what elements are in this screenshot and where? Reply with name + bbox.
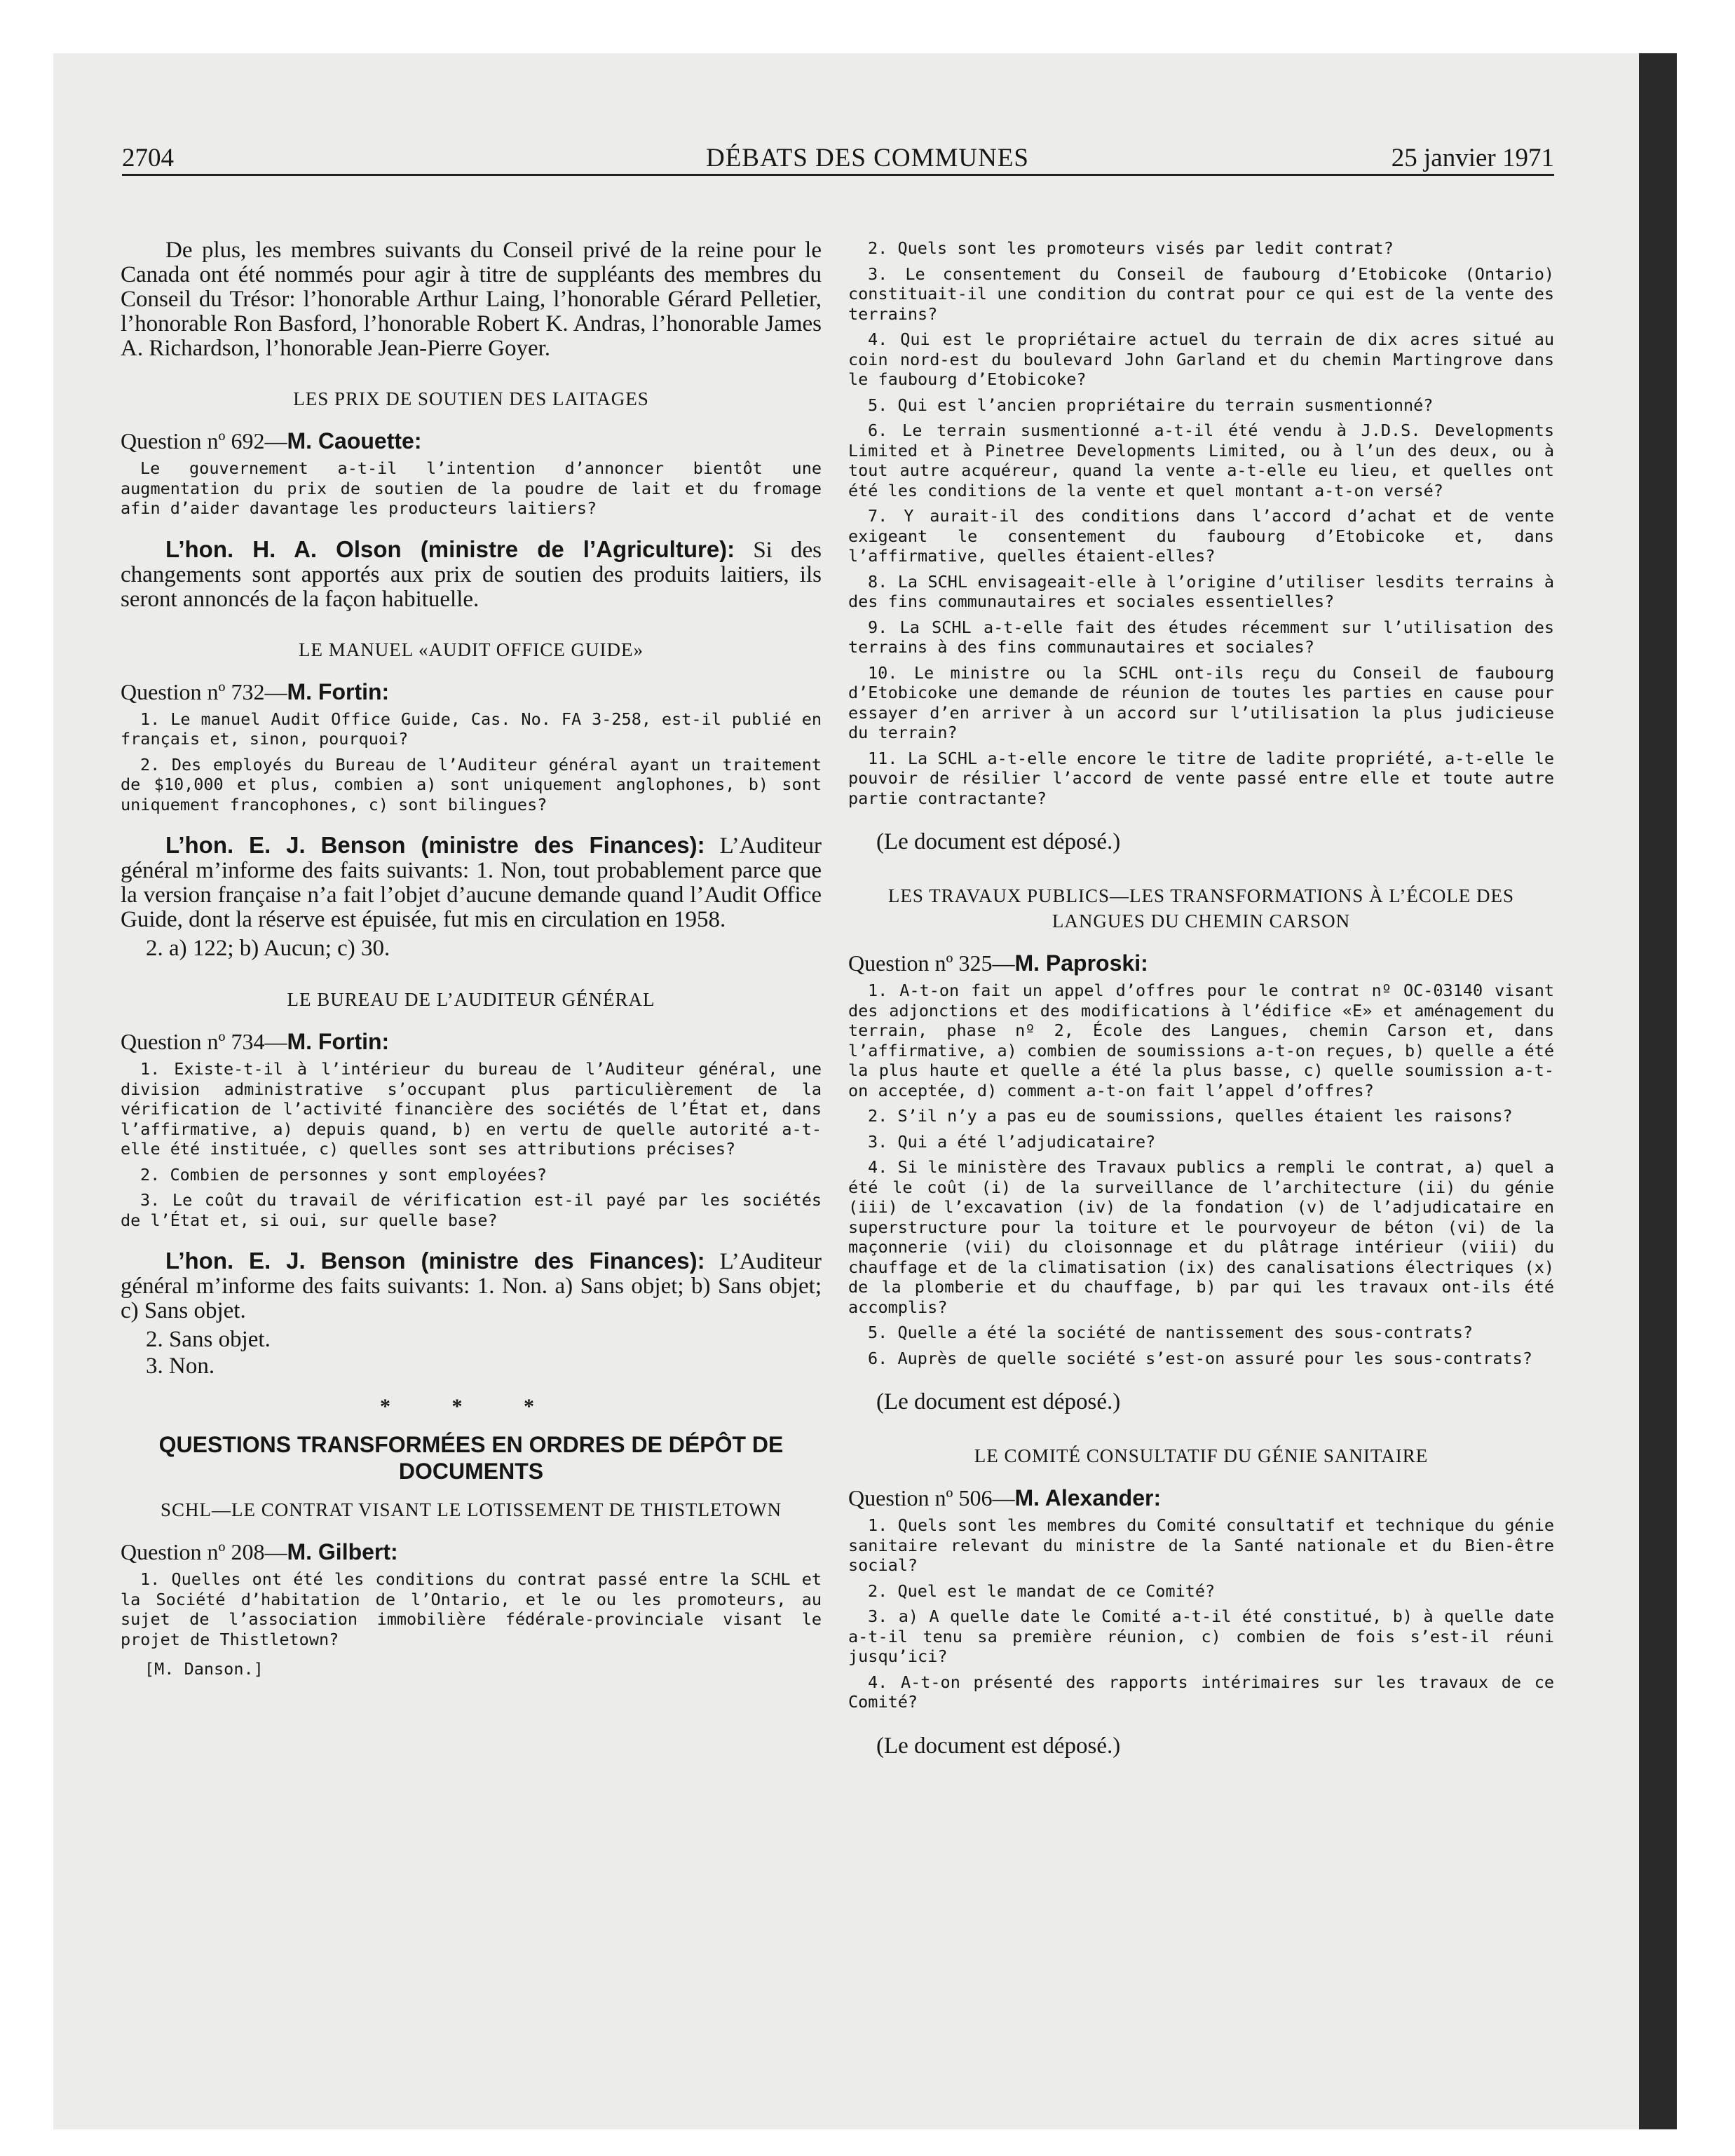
answer-line: 3. Non.: [146, 1353, 215, 1379]
question-member: M. Fortin:: [287, 678, 390, 704]
question-item: 3. Le coût du travail de vérification est-il payé par les sociétés de l’État et, si oui, sur quelle base?: [121, 1190, 822, 1230]
question-label: Question nº 734—: [121, 1029, 287, 1054]
question-item: 6. Auprès de quelle société s’est-on assuré pour les sous-contrats?: [868, 1348, 1532, 1368]
answer-text: Si des changements sont apportés aux prix de soutien des produits laitiers, ils seront annoncés de la façon habituelle.: [121, 537, 822, 612]
question-item: 2. S’il n’y a pas eu de soumissions, quelles étaient les raisons?: [868, 1106, 1513, 1126]
question-item: 8. La SCHL envisageait-elle à l’origine d’utiliser lesdits terrains à des fins communautaires et sociales essentielles?: [848, 571, 1554, 611]
answer-paragraph: [121, 833, 822, 932]
question-item: 6. Le terrain susmentionné a-t-il été vendu à J.D.S. Developments Limited et à Pinetree Developments Limited, ou à l’un des deux, ou à tout autre acquéreur, quand la vente a-t-elle eu lieu, et quelles ont été les conditions de la vente et quel montant a-t-on versé?: [848, 421, 1554, 500]
question-label: Question nº 732—: [121, 678, 287, 704]
question-line: [121, 1029, 822, 1055]
document-tabled: (Le document est déposé.): [876, 1733, 1121, 1759]
intro-text: De plus, les membres suivants du Conseil privé de la reine pour le Canada ont été nommés pour agir à titre de suppléants des membres du Conseil du Trésor: l’honorable Arthur Laing, l’honorable Gérard Pelletier, l’honorable Ron Basford, l’honorable Robert K. Andras, l’honorable James A. Richardson, l’honorable Jean-Pierre Goyer.: [121, 238, 822, 361]
question-item: 5. Qui est l’ancien propriétaire du terrain susmentionné?: [868, 395, 1434, 415]
intro-paragraph: [121, 238, 822, 361]
section-heading: SCHL—LE CONTRAT VISANT LE LOTISSEMENT DE THISTLETOWN: [161, 1499, 782, 1520]
question-item: 1. Le manuel Audit Office Guide, Cas. No. FA 3-258, est-il publié en français et, sinon, pourquoi?: [121, 709, 822, 749]
section-heading: LE COMITÉ CONSULTATIF DU GÉNIE SANITAIRE: [974, 1445, 1429, 1466]
answer-paragraph: [121, 537, 822, 612]
question-item: 1. A-t-on fait un appel d’offres pour le contrat nº OC-03140 visant des adjonctions et des modifications à l’édifice «E» et aménagement du terrain, phase nº 2, École des Langues, chemin Carson et, dans l’affirmative, a) combien de soumissions a-t-on reçues, b) quelle a été la plus haute et quelle a été la plus basse, c) quelle soumission a-t-on acceptée, d) comment a-t-on fait l’appel d’offres?: [848, 981, 1554, 1100]
section-heading: LES PRIX DE SOUTIEN DES LAITAGES: [293, 388, 649, 409]
right-column: [848, 238, 1554, 1787]
question-item: 1. Existe-t-il à l’intérieur du bureau de l’Auditeur général, une division administrative s’occupant plus particulièrement de la vérification de l’activité financière des sociétés de l’État et, dans l’affirmative, a) depuis quand, b) en vertu de quelle autorité a-t-elle été instituée, c) quelles sont ses attributions précises?: [121, 1059, 822, 1159]
section-separator: * * *: [380, 1395, 562, 1418]
question-item: 2. Combien de personnes y sont employées?: [140, 1164, 547, 1185]
page-date: 25 janvier 1971: [1391, 144, 1554, 172]
question-item: 3. Le consentement du Conseil de faubourg d’Etobicoke (Ontario) constituait-il une condition du contrat pour ce qui est de la vente des terrains?: [848, 264, 1554, 324]
question-label: Question nº 692—: [121, 428, 287, 453]
question-item: 3. a) A quelle date le Comité a-t-il été constitué, b) à quelle date a-t-il tenu sa première réunion, c) combien de fois s’est-il réuni jusqu’ici?: [848, 1606, 1554, 1666]
question-label: Question nº 325—: [848, 950, 1015, 976]
question-line: [121, 679, 822, 705]
question-member: M. Alexander:: [1014, 1485, 1162, 1510]
question-line: [848, 950, 1554, 976]
question-item: 11. La SCHL a-t-elle encore le titre de ladite propriété, a-t-elle le pouvoir de résilier l’accord de vente passé entre elle et toute autre partie contractante?: [848, 748, 1554, 808]
question-text: Le gouvernement a-t-il l’intention d’annoncer bientôt une augmentation du prix de soutien de la poudre de lait et du fromage afin d’aider davantage les producteurs laitiers?: [121, 458, 822, 518]
section-heading: LES TRAVAUX PUBLICS—LES TRANSFORMATIONS À L’ÉCOLE DES LANGUES DU CHEMIN CARSON: [887, 885, 1515, 932]
question-item: 2. Des employés du Bureau de l’Auditeur général ayant un traitement de $10,000 et plus, combien a) sont uniquement anglophones, b) sont uniquement francophones, c) sont bilingues?: [121, 754, 822, 814]
document-tabled: (Le document est déposé.): [876, 829, 1121, 854]
left-column: [121, 238, 822, 1679]
question-line: [121, 1539, 822, 1565]
question-line: [848, 1485, 1554, 1511]
question-line: [121, 428, 822, 454]
answer-line: 2. Sans objet.: [146, 1327, 271, 1352]
speaker: L’hon. E. J. Benson (ministre des Finances):: [165, 832, 705, 858]
document-tabled: (Le document est déposé.): [876, 1389, 1121, 1414]
question-label: Question nº 506—: [848, 1485, 1015, 1510]
page-title: DÉBATS DES COMMUNES: [705, 144, 1029, 172]
question-item: 7. Y aurait-il des conditions dans l’accord d’achat et de vente exigeant le consentement du faubourg d’Etobicoke et, dans l’affirmative, quelles étaient-elles?: [848, 506, 1554, 566]
question-item: 4. A-t-on présenté des rapports intérimaires sur les travaux de ce Comité?: [848, 1672, 1554, 1712]
question-item: 3. Qui a été l’adjudicataire?: [868, 1131, 1156, 1152]
answer-text: L’Auditeur général m’informe des faits suivants: 1. Non. a) Sans objet; b) Sans objet; c) Sans objet.: [121, 1249, 822, 1323]
speaker: L’hon. E. J. Benson (ministre des Finances):: [165, 1248, 705, 1274]
section-heading: LE MANUEL «AUDIT OFFICE GUIDE»: [299, 639, 644, 660]
question-item: 4. Qui est le propriétaire actuel du terrain de dix acres situé au coin nord-est du boulevard John Garland et du chemin Martingrove dans le faubourg d’Etobicoke?: [848, 329, 1554, 389]
question-member: M. Paproski:: [1014, 950, 1148, 976]
question-item: 10. Le ministre ou la SCHL ont-ils reçu du Conseil de faubourg d’Etobicoke une demande de réunion de toutes les parties en cause pour essayer d’en arriver à un accord sur l’utilisation la plus judicieuse du terrain?: [848, 662, 1554, 742]
question-member: M. Caouette:: [287, 428, 422, 453]
question-member: M. Gilbert:: [287, 1539, 398, 1564]
question-member: M. Fortin:: [287, 1029, 390, 1054]
page-number: 2704: [122, 144, 174, 172]
question-item: 9. La SCHL a-t-elle fait des études récemment sur l’utilisation des terrains à des fins communautaires et sociales?: [848, 617, 1554, 657]
answer-text: L’Auditeur général m’informe des faits suivants: 1. Non, tout probablement parce que la version française n’a fait l’objet d’aucune demande quand l’Audit Office Guide, dont la réserve est épuisée, fut mis en circulation en 1958.: [121, 833, 822, 932]
question-item: 2. Quels sont les promoteurs visés par ledit contrat?: [868, 238, 1394, 258]
question-item: 2. Quel est le mandat de ce Comité?: [868, 1581, 1216, 1601]
main-heading: QUESTIONS TRANSFORMÉES EN ORDRES DE DÉPÔT DE DOCUMENTS: [158, 1432, 784, 1484]
question-item: 1. Quelles ont été les conditions du contrat passé entre la SCHL et la Société d’habitation de l’Ontario, et le ou les promoteurs, au sujet de l’association immobilière fédérale-provinciale visant le projet de Thistletown?: [121, 1569, 822, 1649]
question-item: 5. Quelle a été la société de nantissement des sous-contrats?: [868, 1323, 1474, 1342]
speaker: L’hon. H. A. Olson (ministre de l’Agriculture):: [165, 535, 735, 562]
question-item: 4. Si le ministère des Travaux publics a rempli le contrat, a) quel a été le coût (i) de la surveillance de l’architecture (ii) du génie (iii) de l’excavation (iv) de la fondation (v) de l’adjudicataire en superstructure pour la toiture et le pourvoyeur de béton (vi) de la maçonnerie (vii) du cloisonnage et du plâtrage intérieur (viii) du chauffage et de la climatisation (ix) des canalisations électriques (x) de la plomberie et du chauffage, b) par qui les travaux ont-ils été accomplis?: [848, 1157, 1554, 1317]
signature: [M. Danson.]: [144, 1659, 264, 1679]
question-label: Question nº 208—: [121, 1539, 287, 1564]
question-item: 1. Quels sont les membres du Comité consultatif et technique du génie sanitaire relevant du ministre de la Santé nationale et du Bien-être social?: [848, 1515, 1554, 1575]
section-heading: LE BUREAU DE L’AUDITEUR GÉNÉRAL: [287, 989, 655, 1010]
answer-paragraph: [121, 1248, 822, 1323]
header-rule: [122, 174, 1554, 176]
scan-edge-bar: [1639, 53, 1677, 2129]
answer-line: 2. a) 122; b) Aucun; c) 30.: [146, 936, 390, 961]
